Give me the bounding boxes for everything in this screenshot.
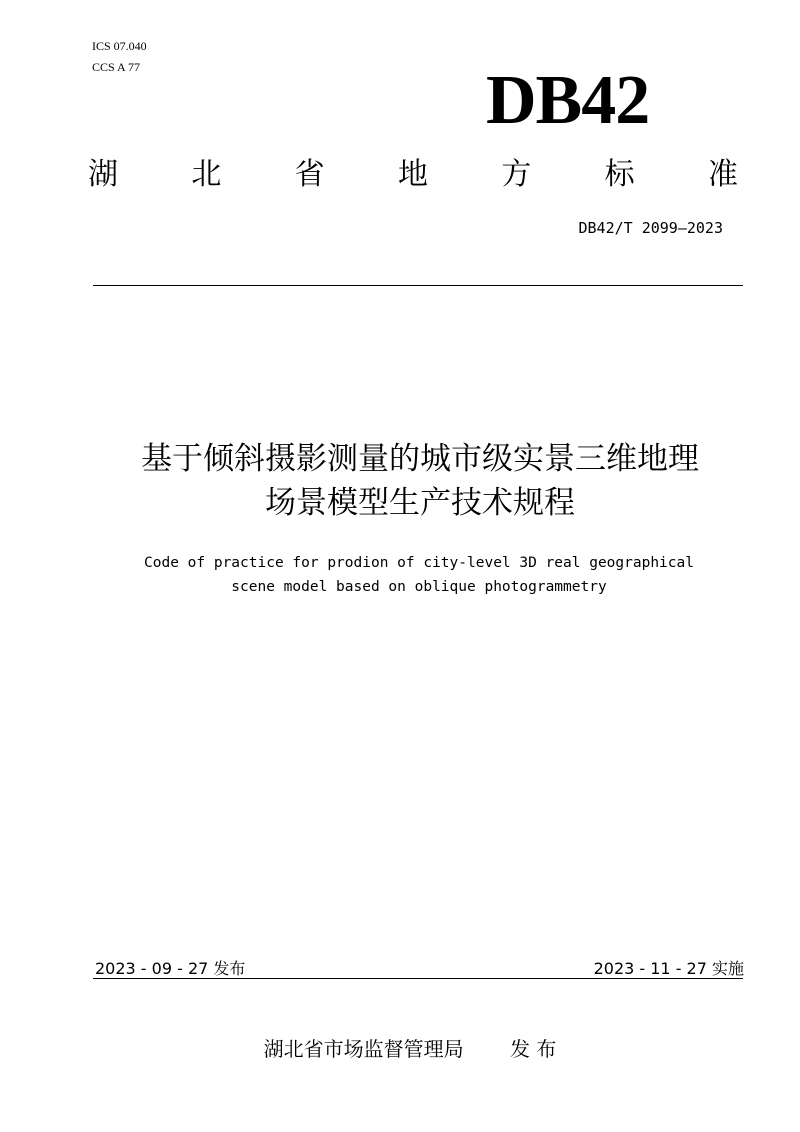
publisher-name: 湖北省市场监督管理局 <box>263 1037 464 1061</box>
heading-char: 标 <box>604 157 635 192</box>
implement-date: 2023 - 11 - 27 实施 <box>593 959 744 978</box>
top-divider <box>93 285 743 286</box>
title-cn-line2: 场景模型生产技术规程 <box>265 485 575 521</box>
standard-number: DB42/T 2099—2023 <box>578 219 723 237</box>
heading-char: 准 <box>707 157 738 192</box>
heading-char: 北 <box>191 157 222 192</box>
heading-char: 湖 <box>88 157 118 192</box>
title-en-line1: Code of practice for prodion of city-level 3D real geographical <box>144 555 694 571</box>
bottom-divider <box>93 978 743 979</box>
publish-action: 发 布 <box>510 1037 557 1061</box>
issue-date: 2023 - 09 - 27 发布 <box>95 959 246 978</box>
ics-code: ICS 07.040 <box>92 39 147 53</box>
heading-char: 省 <box>294 157 325 192</box>
standard-type-heading <box>88 156 738 194</box>
heading-char: 地 <box>397 157 428 192</box>
title-cn-line1: 基于倾斜摄影测量的城市级实景三维地理 <box>141 441 699 477</box>
title-en-line2: scene model based on oblique photogrammetry <box>231 579 607 595</box>
heading-char: 方 <box>501 157 532 192</box>
publisher <box>0 1033 800 1062</box>
db42-logo: DB42 <box>486 62 650 139</box>
ccs-code: CCS A 77 <box>92 60 141 74</box>
